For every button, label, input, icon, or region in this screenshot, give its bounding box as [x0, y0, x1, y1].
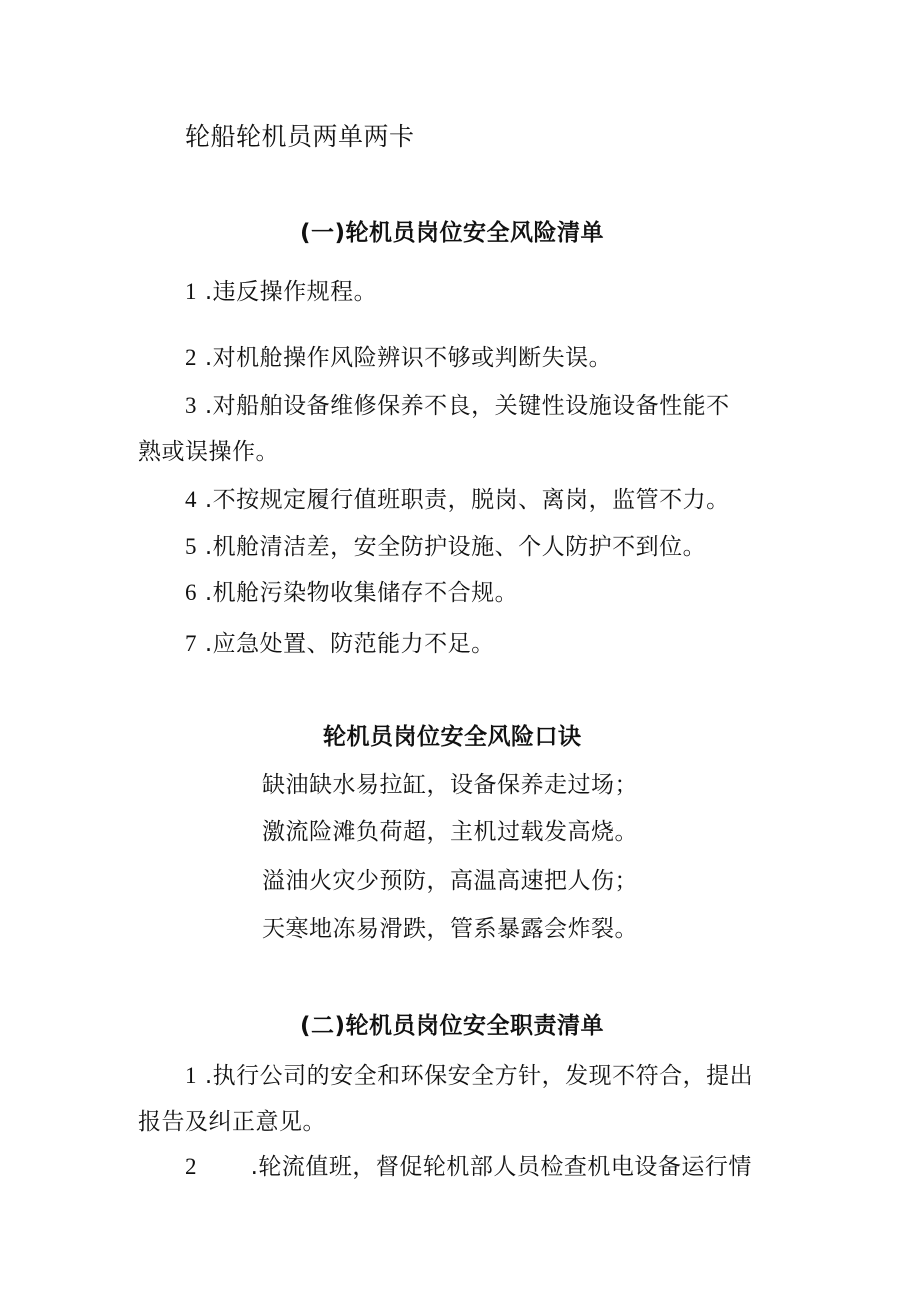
item-number: 4 [185, 487, 197, 512]
section1-item-6 [185, 578, 518, 608]
section1-item-5 [185, 532, 706, 562]
mnemonic-line-3: 溢油火灾少预防，高温高速把人伤； [262, 868, 638, 894]
item-number: 2 [185, 345, 197, 370]
item-text: .对船舶设备维修保养不良，关键性设施设备性能不 [204, 393, 730, 419]
section2-item-1 [185, 1061, 753, 1091]
item-text: .执行公司的安全和环保安全方针，发现不符合，提出 [204, 1063, 754, 1089]
item-number: 1 [185, 279, 197, 304]
item-text: .机舱污染物收集储存不合规。 [204, 580, 519, 606]
section1-item-3-continuation: 熟或误操作。 [138, 439, 279, 465]
item-text: .违反操作规程。 [204, 279, 378, 305]
item-number: 7 [185, 631, 197, 656]
item-text: .不按规定履行值班职责，脱岗、离岗，监管不力。 [204, 487, 730, 513]
section1-item-3 [185, 391, 730, 421]
item-text: .对机舱操作风险辨识不够或判断失误。 [204, 345, 613, 371]
item-number: 5 [185, 534, 197, 559]
item-number: 1 [185, 1063, 197, 1088]
section2-item-1-continuation: 报告及纠正意见。 [138, 1109, 326, 1135]
item-text: .机舱清洁差，安全防护设施、个人防护不到位。 [204, 534, 707, 560]
item-number: 2 [185, 1154, 197, 1179]
section2-heading: (二)轮机员岗位安全职责清单 [300, 1013, 605, 1039]
item-text: .轮流值班，督促轮机部人员检查机电设备运行情 [250, 1154, 752, 1180]
item-text: .应急处置、防范能力不足。 [204, 631, 495, 657]
section2-item-2 [185, 1152, 752, 1182]
section1-heading: (一)轮机员岗位安全风险清单 [300, 220, 605, 246]
mnemonic-line-1: 缺油缺水易拉缸，设备保养走过场； [262, 772, 638, 798]
item-number: 3 [185, 393, 197, 418]
mnemonic-heading: 轮机员岗位安全风险口诀 [323, 724, 582, 750]
item-number: 6 [185, 580, 197, 605]
document-title: 轮船轮机员两单两卡 [185, 122, 415, 151]
mnemonic-line-4: 天寒地冻易滑跌，管系暴露会炸裂。 [262, 916, 638, 942]
section1-item-1 [185, 277, 377, 307]
section1-item-2 [185, 343, 612, 373]
mnemonic-line-2: 激流险滩负荷超，主机过载发高烧。 [262, 819, 638, 845]
section1-item-4 [185, 485, 730, 515]
section1-item-7 [185, 629, 495, 659]
